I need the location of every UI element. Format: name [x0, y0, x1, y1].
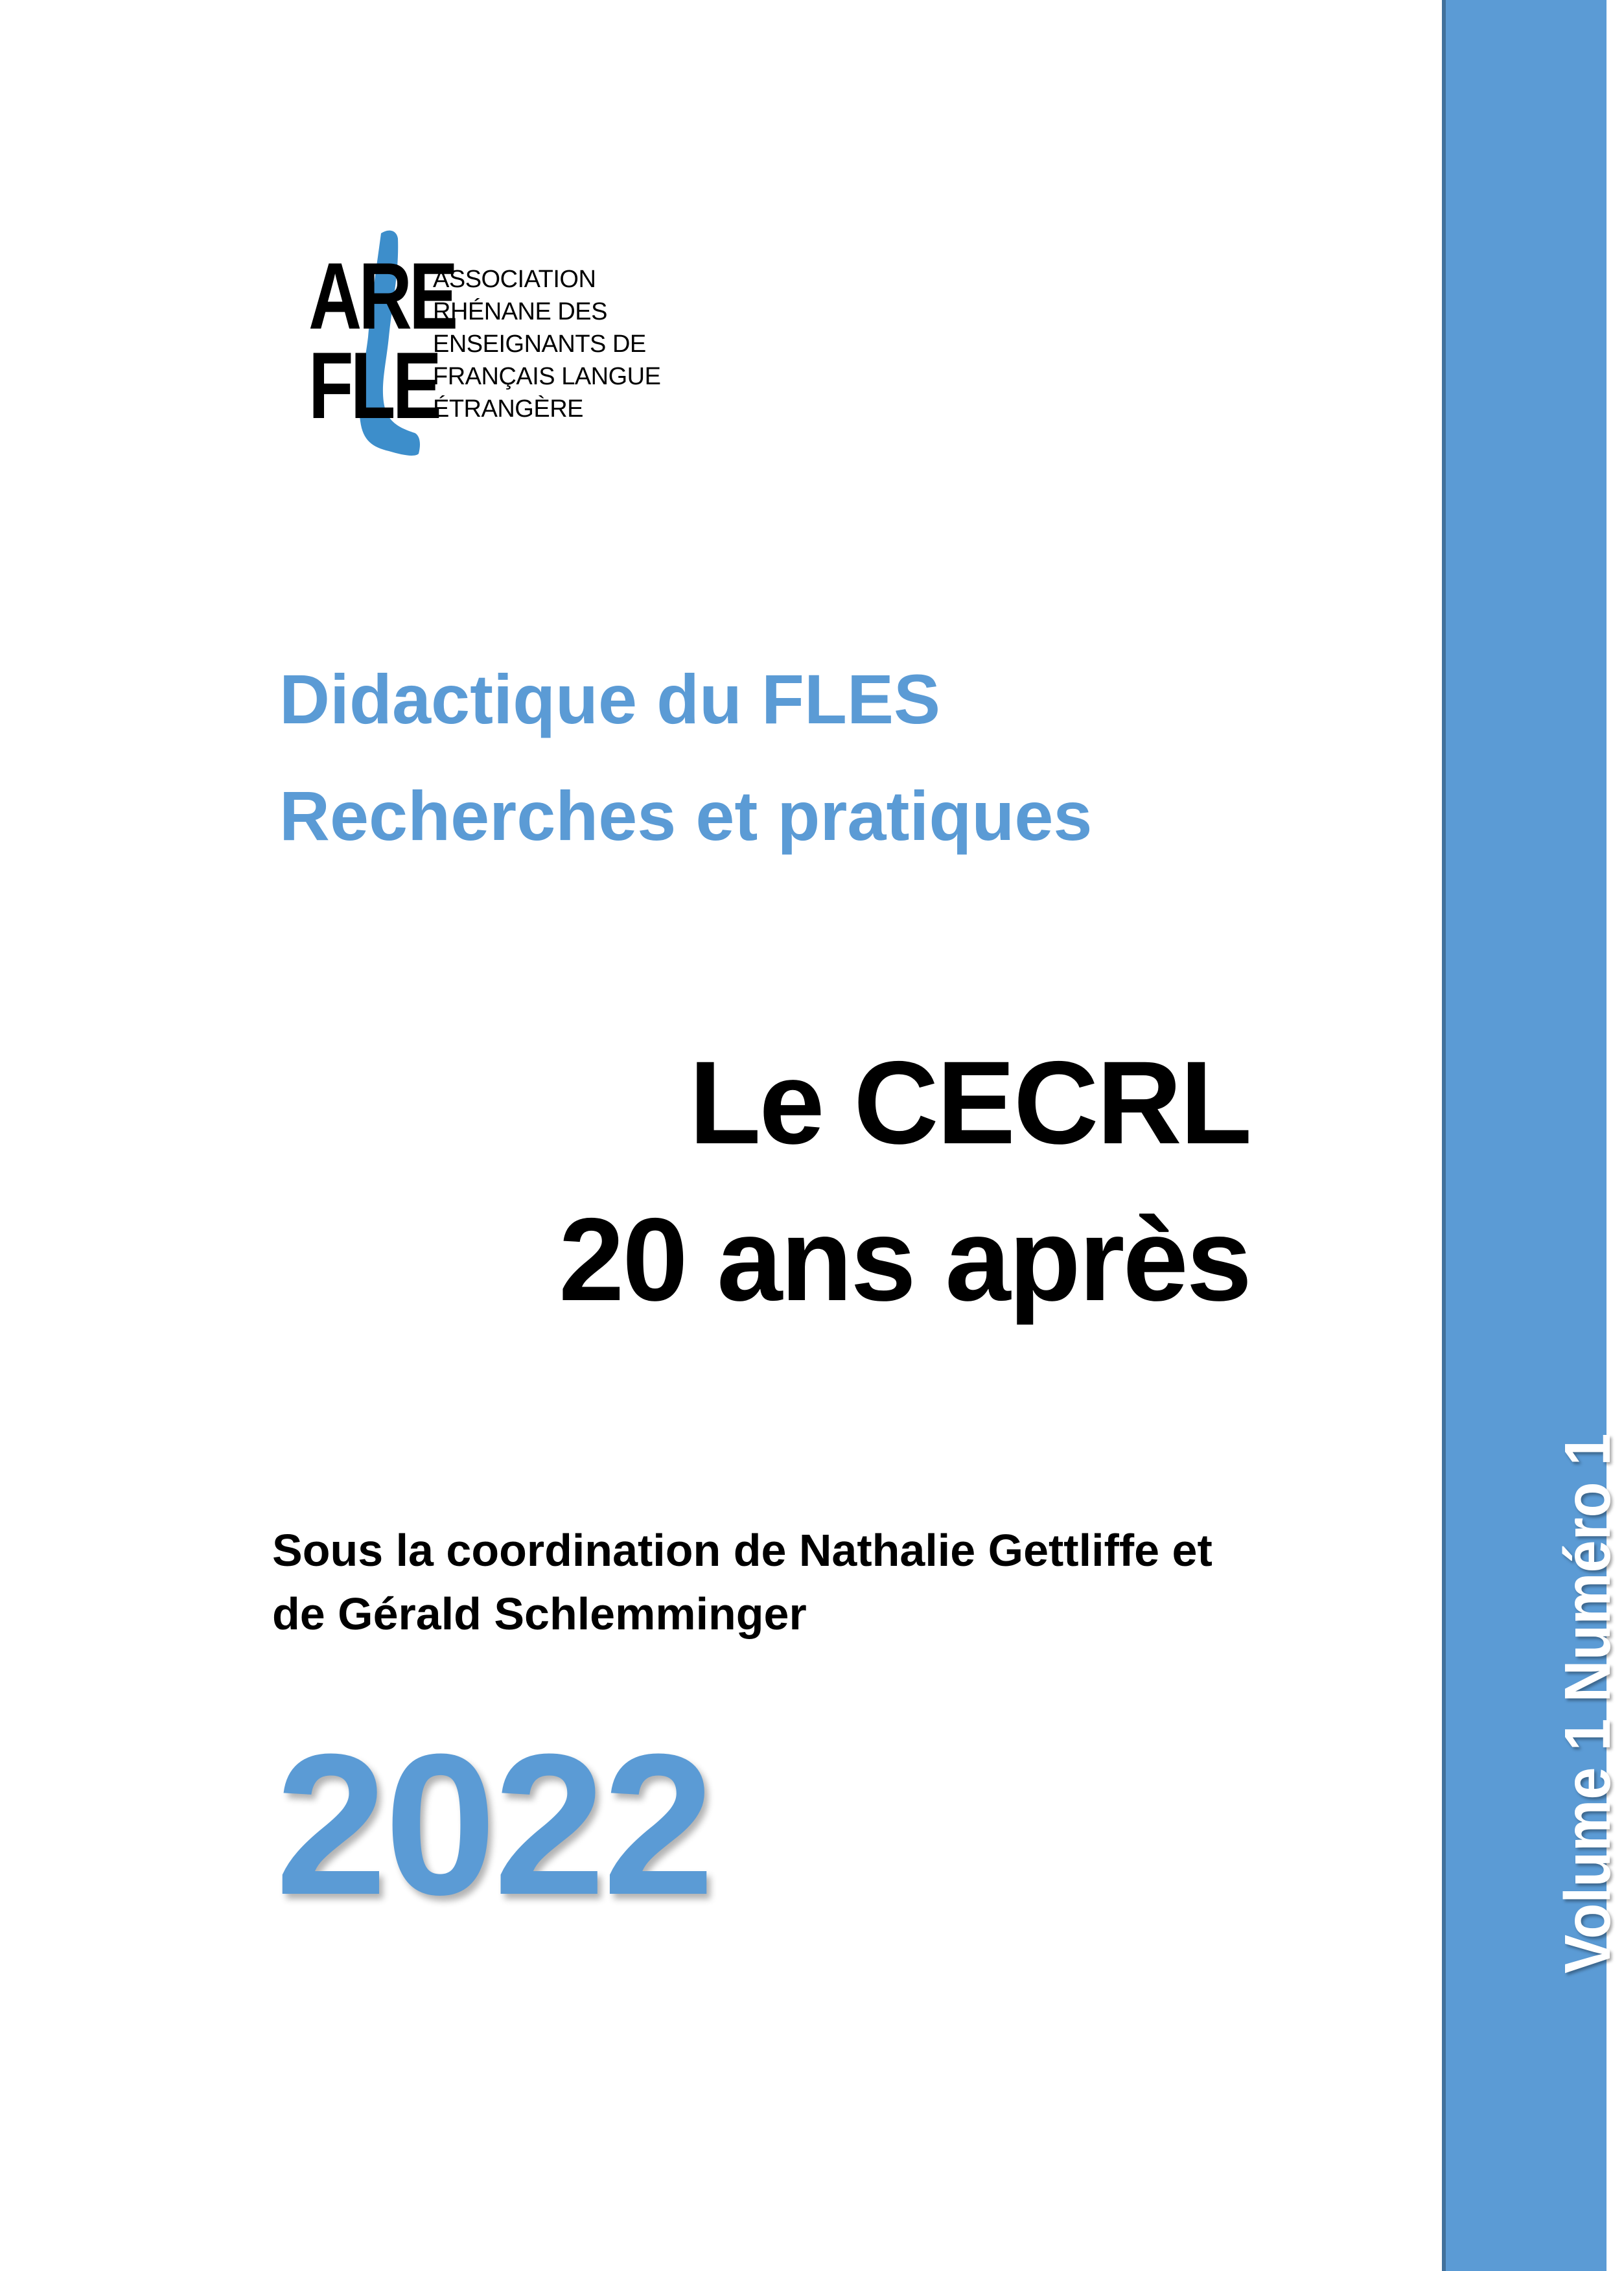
logo-line: RHÉNANE DES — [433, 298, 607, 325]
logo-line: ENSEIGNANTS DE — [433, 331, 646, 358]
volume-issue-label: Volume 1 Numéro 1 — [1551, 1433, 1624, 1974]
logo-line: ASSOCIATION — [433, 266, 596, 293]
series-title: Didactique du FLES — [279, 660, 941, 738]
logo-letters-fle: FLE — [308, 332, 439, 438]
arefle-logo — [305, 220, 758, 467]
logo-line: ÉTRANGÈRE — [433, 395, 583, 423]
logo-association-name — [433, 263, 660, 425]
main-title-line1: Le CECRL — [689, 1036, 1250, 1169]
series-subtitle: Recherches et pratiques — [279, 776, 1093, 855]
logo-letters-are: ARE — [308, 243, 456, 349]
publication-year: 2022 — [275, 1712, 712, 1937]
coordination-line1: Sous la coordination de Nathalie Gettliffe et — [272, 1525, 1212, 1576]
main-title-line2: 20 ans après — [559, 1193, 1250, 1325]
logo-line: FRANÇAIS LANGUE — [433, 363, 661, 390]
coordination-line2: de Gérald Schlemminger — [272, 1589, 807, 1639]
